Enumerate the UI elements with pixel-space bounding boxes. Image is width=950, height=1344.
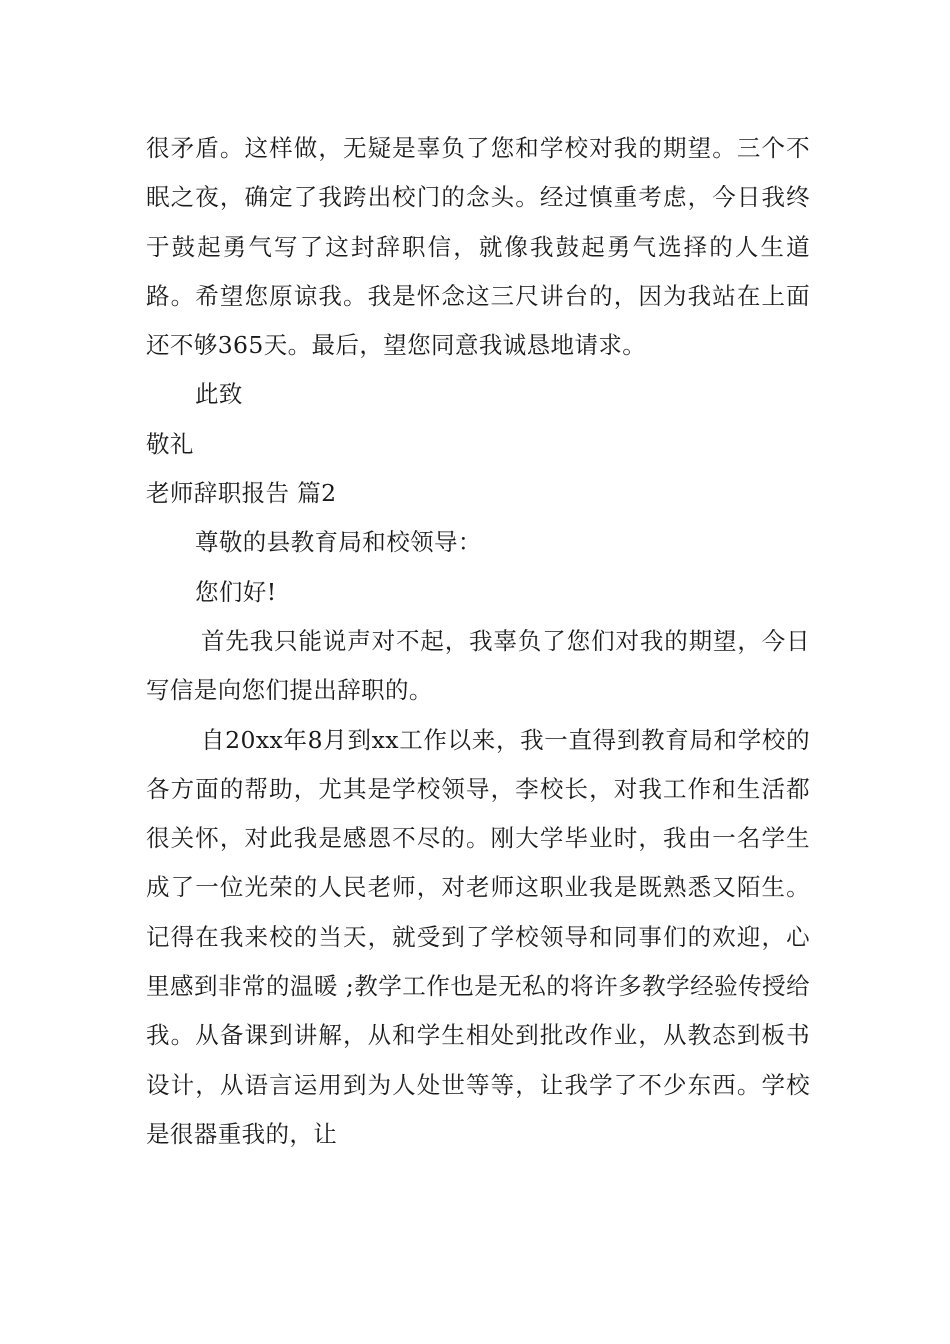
closing-cizhi: 此致 [195,380,243,409]
closing-jingli: 敬礼 [146,429,194,458]
paragraph-continuation: 很矛盾。这样做，无疑是辜负了您和学校对我的期望。三个不眠之夜，确定了我跨出校门的念头。经过慎重考虑，今日我终于鼓起勇气写了这封辞职信，就像我鼓起勇气选择的人生道路。希望您原谅我。我是怀念这三尺讲台的，因为我站在上面还不够365天。最后，望您同意我诚恳地请求。 [146,134,810,360]
greeting: 您们好! [195,577,277,606]
paragraph-experience: 自20xx年8月到xx工作以来，我一直得到教育局和学校的各方面的帮助，尤其是学校领导，李校长，对我工作和生活都很关怀，对此我是感恩不尽的。刚大学毕业时，我由一名学生成了一位光荣的人民老师，对老师这职业我是既熟悉又陌生。记得在我来校的当天，就受到了学校领导和同事们的欢迎，心里感到非常的温暖 ;教学工作也是无私的将许多教学经验传授给我。从备课到讲解，从和学生相处到批改作业，从教态到板书设计，从语言运用到为人处世等等，让我学了不少东西。学校是很器重我的，让 [146,725,810,1148]
section-title: 老师辞职报告 篇2 [146,479,337,508]
salutation: 尊敬的县教育局和校领导： [195,528,482,557]
paragraph-apology: 首先我只能说声对不起，我辜负了您们对我的期望，今日写信是向您们提出辞职的。 [146,626,810,705]
document-body [146,124,810,1159]
